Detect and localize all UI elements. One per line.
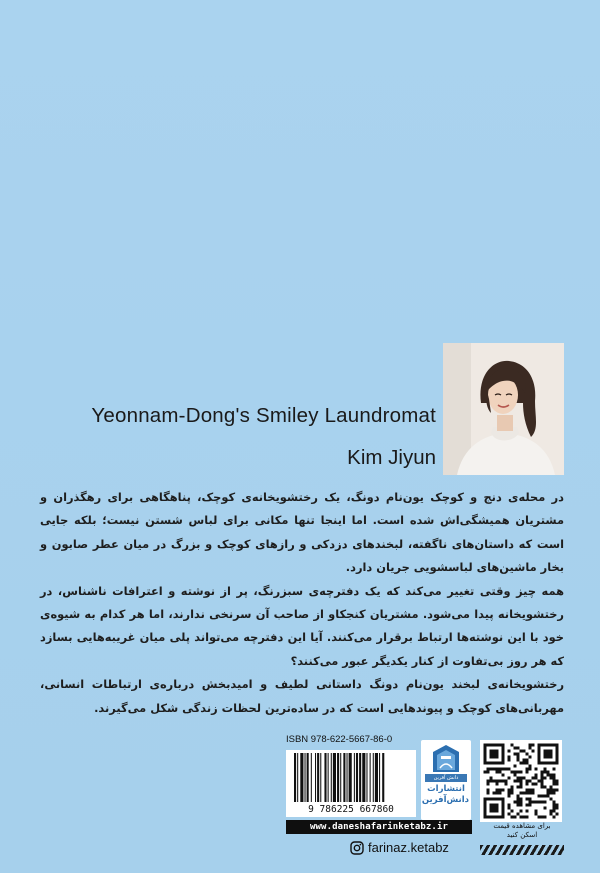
barcode (286, 750, 416, 804)
website-url[interactable]: www.daneshafarinketabz.ir (286, 820, 472, 834)
publisher-name-line-2: دانش‌آفرین (421, 795, 469, 805)
publisher-name (423, 784, 469, 806)
qr-caption (478, 822, 566, 840)
author-name: Kim Jiyun (347, 446, 436, 469)
blurb-paragraph-1: در محله‌ی دنج و کوچک یون‌نام دونگ، یک رختشویخانه‌ی کوچک، پناهگاهی برای رهگذران و مشتریان همیشگی‌اش شده است. اما اینجا تنها مکانی برای لباس شستن نیست؛ بلکه جایی است که داستان‌های ناگفته، لبخندهای دزدکی و رازهای کوچک و بزرگ در میان عطر صابون و بخار ماشین‌های لباسشویی جریان دارد. (40, 490, 564, 575)
instagram-text: farinaz.ketabz (368, 840, 449, 855)
blurb-paragraph-2: همه چیز وقتی تغییر می‌کند که یک دفترچه‌ی سبزرنگ، پر از نوشته و اعترافات ناشناس، در رختشویخانه پیدا می‌شود. مشتریان کنجکاو از صاحب آن سرنخی ندارند، اما هر کدام به شیوه‌ی خود با این نوشته‌ها ارتباط برقرار می‌کنند. آیا این دفترچه می‌تواند پلی میان غریبه‌هایی بسازد که هر روز بی‌تفاوت از کنار یکدیگر عبور می‌کنند؟ (40, 583, 564, 668)
barcode-block (286, 734, 416, 819)
qr-code[interactable] (480, 740, 562, 822)
publisher-name-line-1: انتشارات (427, 784, 465, 794)
decorative-dashes (480, 845, 564, 855)
blurb (40, 486, 564, 720)
book-title: Yeonnam-Dong's Smiley Laundromat (91, 404, 436, 427)
blurb-paragraph-3: رختشویخانه‌ی لبخند یون‌نام دونگ داستانی لطیف و امیدبخش درباره‌ی ارتباطات انسانی، مهربانی‌های کوچک و پیوندهایی است که در ساده‌ترین لحظات زندگی شکل می‌گیرند. (40, 677, 564, 715)
publisher-tag: دانش آفرین (425, 774, 467, 782)
publisher-logo (421, 740, 471, 820)
qr-caption-line-1: برای مشاهده قیمت (493, 822, 551, 830)
barcode-number: 9 786225 667860 (286, 803, 416, 817)
isbn-label: ISBN 978-622-5667-86-0 (286, 734, 393, 745)
instagram-icon (350, 841, 364, 855)
instagram-handle[interactable] (350, 840, 480, 856)
qr-caption-line-2: اسکن کنید (506, 831, 538, 839)
author-photo (443, 343, 564, 475)
